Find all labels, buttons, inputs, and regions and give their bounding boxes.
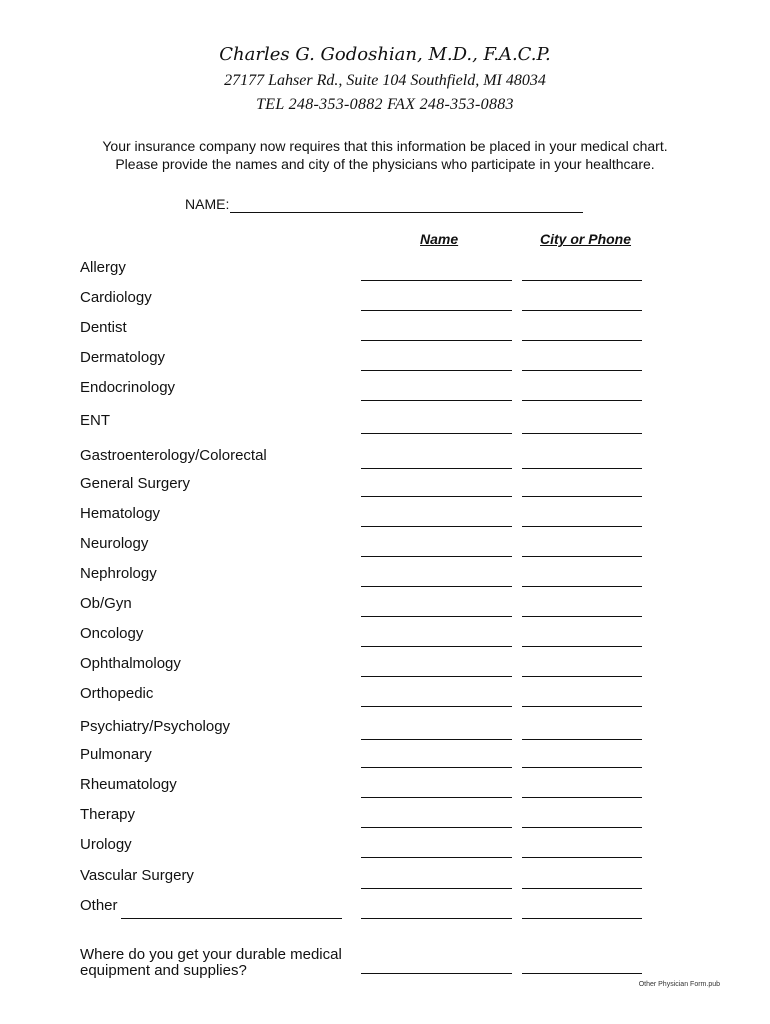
dme-supplier-name-field[interactable]	[361, 973, 512, 974]
physician-name-field[interactable]	[361, 586, 512, 587]
specialty-label: Gastroenterology/Colorectal	[80, 447, 267, 464]
city-phone-field[interactable]	[522, 797, 642, 798]
physician-name-field[interactable]	[361, 556, 512, 557]
city-phone-field[interactable]	[522, 918, 642, 919]
specialty-label: Ob/Gyn	[80, 595, 132, 612]
office-phone-fax: TEL 248-353-0882 FAX 248-353-0883	[256, 96, 514, 113]
physician-name-field[interactable]	[361, 370, 512, 371]
physician-name-field[interactable]	[361, 526, 512, 527]
dme-supplier-city-field[interactable]	[522, 973, 642, 974]
city-phone-field[interactable]	[522, 370, 642, 371]
specialty-row	[0, 475, 770, 499]
specialty-row	[0, 535, 770, 559]
specialty-label: ENT	[80, 412, 110, 429]
specialty-row	[0, 746, 770, 770]
specialty-label: Nephrology	[80, 565, 157, 582]
specialty-label: Therapy	[80, 806, 136, 823]
specialty-label: Dentist	[80, 319, 127, 336]
specialty-row	[0, 447, 770, 471]
physician-name-field[interactable]	[361, 433, 512, 434]
specialty-row	[0, 655, 770, 679]
specialty-row	[0, 412, 770, 436]
city-phone-field[interactable]	[522, 706, 642, 707]
specialty-row	[0, 565, 770, 589]
specialty-label: Pulmonary	[80, 746, 152, 763]
specialty-row	[0, 718, 770, 742]
city-phone-field[interactable]	[522, 586, 642, 587]
patient-name-field[interactable]	[230, 212, 583, 213]
city-phone-field[interactable]	[522, 767, 642, 768]
specialty-row	[0, 776, 770, 800]
other-specialty-field[interactable]	[121, 918, 342, 919]
specialty-label: Vascular Surgery	[80, 867, 194, 884]
intro-line-1: Your insurance company now requires that this information be placed in your medical chart.	[102, 138, 668, 154]
column-header-city-phone: City or Phone	[540, 231, 632, 247]
city-phone-field[interactable]	[522, 526, 642, 527]
intro-line-2: Please provide the names and city of the physicians who participate in your healthcare.	[115, 156, 655, 172]
specialty-label: Allergy	[80, 259, 126, 276]
physician-name-field[interactable]	[361, 857, 512, 858]
city-phone-field[interactable]	[522, 310, 642, 311]
city-phone-field[interactable]	[522, 340, 642, 341]
specialty-row	[0, 349, 770, 373]
physician-name-field[interactable]	[361, 767, 512, 768]
specialty-row	[0, 806, 770, 830]
city-phone-field[interactable]	[522, 433, 642, 434]
physician-name-field[interactable]	[361, 646, 512, 647]
specialty-row	[0, 685, 770, 709]
physician-name-field[interactable]	[361, 340, 512, 341]
specialty-row	[0, 836, 770, 860]
specialty-label: Ophthalmology	[80, 655, 181, 672]
specialty-row-other	[0, 897, 770, 921]
city-phone-field[interactable]	[522, 827, 642, 828]
physician-name-field[interactable]	[361, 797, 512, 798]
specialty-row	[0, 625, 770, 649]
specialty-label: Psychiatry/Psychology	[80, 718, 231, 735]
physician-name-field[interactable]	[361, 400, 512, 401]
specialty-row	[0, 319, 770, 343]
dme-question	[80, 947, 342, 979]
physician-name-field[interactable]	[361, 739, 512, 740]
physician-name-field[interactable]	[361, 468, 512, 469]
specialty-label: Oncology	[80, 625, 144, 642]
city-phone-field[interactable]	[522, 888, 642, 889]
specialty-row	[0, 867, 770, 891]
city-phone-field[interactable]	[522, 280, 642, 281]
city-phone-field[interactable]	[522, 556, 642, 557]
specialty-label: General Surgery	[80, 475, 191, 492]
specialty-row	[0, 259, 770, 283]
city-phone-field[interactable]	[522, 616, 642, 617]
physician-name-heading: Charles G. Godoshian, M.D., F.A.C.P.	[219, 44, 551, 65]
city-phone-field[interactable]	[522, 468, 642, 469]
physician-name-field[interactable]	[361, 706, 512, 707]
specialty-label: Cardiology	[80, 289, 152, 306]
specialty-label: Hematology	[80, 505, 161, 522]
office-address: 27177 Lahser Rd., Suite 104 Southfield, MI 48034	[224, 72, 546, 89]
physician-name-field[interactable]	[361, 280, 512, 281]
specialty-row	[0, 379, 770, 403]
specialty-label: Neurology	[80, 535, 149, 552]
physician-name-field[interactable]	[361, 918, 512, 919]
city-phone-field[interactable]	[522, 739, 642, 740]
dme-question-line-1: Where do you get your durable medical	[80, 946, 342, 963]
specialty-label: Urology	[80, 836, 132, 853]
physician-name-field[interactable]	[361, 676, 512, 677]
specialty-label: Orthopedic	[80, 685, 154, 702]
physician-name-field[interactable]	[361, 310, 512, 311]
specialty-label: Rheumatology	[80, 776, 177, 793]
city-phone-field[interactable]	[522, 857, 642, 858]
specialty-label: Dermatology	[80, 349, 166, 366]
specialty-label: Other	[80, 897, 118, 914]
footer-filename: Other Physician Form.pub	[638, 981, 720, 988]
physician-name-field[interactable]	[361, 888, 512, 889]
column-header-name: Name	[420, 231, 459, 247]
city-phone-field[interactable]	[522, 646, 642, 647]
physician-name-field[interactable]	[361, 616, 512, 617]
city-phone-field[interactable]	[522, 496, 642, 497]
dme-question-line-2: equipment and supplies?	[80, 962, 247, 979]
specialty-row	[0, 505, 770, 529]
city-phone-field[interactable]	[522, 676, 642, 677]
physician-name-field[interactable]	[361, 496, 512, 497]
specialty-label: Endocrinology	[80, 379, 176, 396]
specialty-row	[0, 289, 770, 313]
physician-name-field[interactable]	[361, 827, 512, 828]
city-phone-field[interactable]	[522, 400, 642, 401]
specialty-row	[0, 595, 770, 619]
patient-name-label: NAME:	[185, 196, 230, 212]
